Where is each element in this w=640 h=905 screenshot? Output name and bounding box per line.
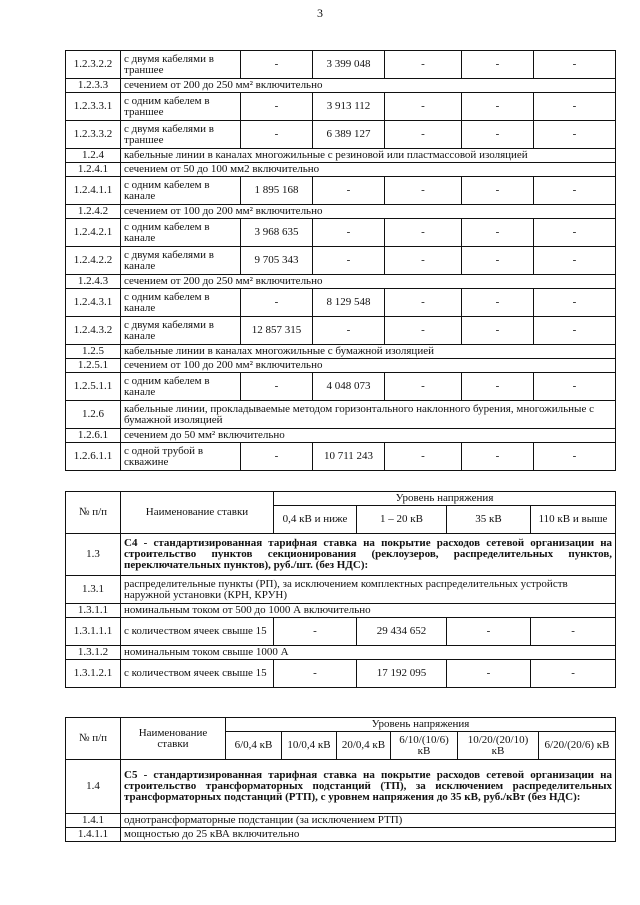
table-row	[66, 576, 616, 604]
rate-value: 10 711 243	[313, 443, 385, 471]
row-description: сечением до 50 мм² включительно	[121, 429, 616, 443]
row-code: 1.2.4.3	[66, 275, 121, 289]
table-row	[66, 429, 616, 443]
row-description: кабельные линии, прокладываемые методом горизонтального наклонного бурения, многожильные с бумажной изоляцией	[121, 401, 616, 429]
row-code: 1.2.4.1.1	[66, 177, 121, 205]
rate-value: -	[462, 289, 534, 317]
rate-value: -	[534, 247, 616, 275]
row-name: с двумя кабелями в канале	[121, 247, 241, 275]
rate-value: -	[385, 93, 462, 121]
header-voltage: 1 – 20 кВ	[357, 506, 447, 534]
table-row	[66, 646, 616, 660]
rate-value: -	[241, 93, 313, 121]
row-code: 1.2.3.2.2	[66, 51, 121, 79]
rate-value: -	[462, 93, 534, 121]
row-code: 1.2.6.1	[66, 429, 121, 443]
row-code: 1.2.3.3	[66, 79, 121, 93]
rate-value: 8 129 548	[313, 289, 385, 317]
table-row	[66, 401, 616, 429]
table-row	[66, 760, 616, 814]
row-code: 1.2.5.1.1	[66, 373, 121, 401]
row-description: распределительные пункты (РП), за исключением комплектных распределительных устройств наружной установки (КРН, КРУН)	[121, 576, 616, 604]
rate-value: 29 434 652	[357, 618, 447, 646]
rate-value: 3 399 048	[313, 51, 385, 79]
rate-value: -	[534, 443, 616, 471]
rate-value: -	[534, 121, 616, 149]
table-row	[66, 660, 616, 688]
row-name: с одним кабелем в траншее	[121, 93, 241, 121]
header-rate-name: Наименование ставки	[121, 492, 274, 534]
table-row	[66, 814, 616, 828]
row-description: сечением от 50 до 100 мм2 включительно	[121, 163, 616, 177]
header-number: № п/п	[66, 718, 121, 760]
table-row	[66, 345, 616, 359]
rate-value: -	[385, 247, 462, 275]
table-row	[66, 443, 616, 471]
rate-value: -	[241, 443, 313, 471]
rate-value: 1 895 168	[241, 177, 313, 205]
row-name: с количеством ячеек свыше 15	[121, 618, 274, 646]
rate-value: -	[274, 618, 357, 646]
row-code: 1.3.1.1	[66, 604, 121, 618]
header-rate-name: Наименование ставки	[121, 718, 226, 760]
row-code: 1.3.1.2.1	[66, 660, 121, 688]
rate-value: -	[313, 219, 385, 247]
rate-value: -	[241, 51, 313, 79]
table-row	[66, 275, 616, 289]
rate-value: 3 968 635	[241, 219, 313, 247]
row-code: 1.2.3.3.1	[66, 93, 121, 121]
table-row	[66, 828, 616, 842]
row-description: кабельные линии в каналах многожильные с бумажной изоляцией	[121, 345, 616, 359]
table-row	[66, 373, 616, 401]
table-row	[66, 359, 616, 373]
row-code: 1.3.1.2	[66, 646, 121, 660]
row-description: номинальным током свыше 1000 А	[121, 646, 616, 660]
table-row	[66, 247, 616, 275]
rate-value: -	[462, 51, 534, 79]
rate-value: -	[462, 373, 534, 401]
row-description: номинальным током от 500 до 1000 А включительно	[121, 604, 616, 618]
rate-value: -	[385, 289, 462, 317]
row-code: 1.2.4.2.1	[66, 219, 121, 247]
rate-value: -	[313, 177, 385, 205]
row-name: с количеством ячеек свыше 15	[121, 660, 274, 688]
table-row	[66, 618, 616, 646]
rate-value: 12 857 315	[241, 317, 313, 345]
header-voltage: 10/0,4 кВ	[282, 732, 337, 760]
rate-value: -	[534, 289, 616, 317]
row-code: 1.3.1	[66, 576, 121, 604]
row-name: с двумя кабелями в канале	[121, 317, 241, 345]
rate-value: -	[385, 443, 462, 471]
row-code: 1.3	[66, 534, 121, 576]
rate-value: -	[531, 660, 616, 688]
row-code: 1.2.3.3.2	[66, 121, 121, 149]
rate-value: -	[462, 443, 534, 471]
rate-value: -	[534, 177, 616, 205]
row-description: сечением от 100 до 200 мм² включительно	[121, 205, 616, 219]
rate-value: -	[534, 51, 616, 79]
rate-value: -	[531, 618, 616, 646]
row-name: с одной трубой в скважине	[121, 443, 241, 471]
header-voltage-level: Уровень напряжения	[274, 492, 616, 506]
rate-value: -	[385, 219, 462, 247]
header-voltage: 110 кВ и выше	[531, 506, 616, 534]
row-code: 1.2.4.3.2	[66, 317, 121, 345]
row-code: 1.4	[66, 760, 121, 814]
row-code: 1.2.4.1	[66, 163, 121, 177]
row-name: с одним кабелем в канале	[121, 289, 241, 317]
rate-value: -	[274, 660, 357, 688]
row-name: с двумя кабелями в траншее	[121, 121, 241, 149]
rate-value: -	[462, 317, 534, 345]
rate-value: 17 192 095	[357, 660, 447, 688]
tariff-table-c4	[65, 491, 616, 688]
row-description: сечением от 100 до 200 мм² включительно	[121, 359, 616, 373]
rate-value: 9 705 343	[241, 247, 313, 275]
row-description: С5 - стандартизированная тарифная ставка на покрытие расходов сетевой организации на строительство трансформаторных подстанций (ТП), за исключением распределительных трансформаторных подстанций (РТП), с уровнем напряжения до 35 кВ, руб./кВт (без НДС):	[121, 760, 616, 814]
row-code: 1.3.1.1.1	[66, 618, 121, 646]
rate-value: -	[385, 373, 462, 401]
rate-value: -	[241, 373, 313, 401]
table-row	[66, 205, 616, 219]
table-row	[66, 534, 616, 576]
page-number: 3	[317, 6, 323, 20]
tariff-table-cable-lines	[65, 50, 616, 471]
rate-value: -	[313, 247, 385, 275]
rate-value: -	[534, 93, 616, 121]
row-code: 1.2.4.2	[66, 205, 121, 219]
table-row	[66, 121, 616, 149]
header-voltage: 20/0,4 кВ	[337, 732, 391, 760]
rate-value: -	[385, 51, 462, 79]
rate-value: -	[462, 247, 534, 275]
rate-value: -	[447, 660, 531, 688]
rate-value: -	[385, 121, 462, 149]
row-code: 1.4.1.1	[66, 828, 121, 842]
rate-value: 3 913 112	[313, 93, 385, 121]
rate-value: -	[313, 317, 385, 345]
table-row	[66, 177, 616, 205]
header-voltage: 6/10/(10/6) кВ	[391, 732, 458, 760]
rate-value: -	[241, 289, 313, 317]
rate-value: -	[534, 219, 616, 247]
table-row	[66, 317, 616, 345]
row-description: сечением от 200 до 250 мм² включительно	[121, 79, 616, 93]
row-description: С4 - стандартизированная тарифная ставка на покрытие расходов сетевой организации на строительство пунктов секционирования (реклоузеров, распределительных пунктов, переключательных пунктов), руб./шт. (без НДС):	[121, 534, 616, 576]
row-code: 1.2.5.1	[66, 359, 121, 373]
table-row	[66, 163, 616, 177]
header-voltage: 0,4 кВ и ниже	[274, 506, 357, 534]
rate-value: -	[241, 121, 313, 149]
table-row	[66, 51, 616, 79]
table-row	[66, 79, 616, 93]
row-description: однотрансформаторные подстанции (за исключением РТП)	[121, 814, 616, 828]
tariff-table-c5	[65, 717, 616, 842]
rate-value: -	[447, 618, 531, 646]
row-name: с одним кабелем в канале	[121, 373, 241, 401]
table-row	[66, 219, 616, 247]
rate-value: -	[462, 219, 534, 247]
row-code: 1.2.4.3.1	[66, 289, 121, 317]
header-voltage: 6/20/(20/6) кВ	[539, 732, 616, 760]
table-row	[66, 149, 616, 163]
row-code: 1.2.6	[66, 401, 121, 429]
header-voltage: 6/0,4 кВ	[226, 732, 282, 760]
rate-value: -	[534, 373, 616, 401]
row-code: 1.2.4	[66, 149, 121, 163]
header-voltage-level: Уровень напряжения	[226, 718, 616, 732]
header-voltage: 35 кВ	[447, 506, 531, 534]
row-description: кабельные линии в каналах многожильные с резиновой или пластмассовой изоляцией	[121, 149, 616, 163]
row-code: 1.2.6.1.1	[66, 443, 121, 471]
rate-value: 6 389 127	[313, 121, 385, 149]
row-name: с двумя кабелями в траншее	[121, 51, 241, 79]
row-code: 1.2.4.2.2	[66, 247, 121, 275]
header-number: № п/п	[66, 492, 121, 534]
table-row	[66, 289, 616, 317]
row-name: с одним кабелем в канале	[121, 177, 241, 205]
rate-value: -	[385, 177, 462, 205]
rate-value: -	[462, 121, 534, 149]
rate-value: 4 048 073	[313, 373, 385, 401]
rate-value: -	[534, 317, 616, 345]
table-row	[66, 93, 616, 121]
row-description: сечением от 200 до 250 мм² включительно	[121, 275, 616, 289]
row-description: мощностью до 25 кВА включительно	[121, 828, 616, 842]
table-row	[66, 604, 616, 618]
header-voltage: 10/20/(20/10) кВ	[458, 732, 539, 760]
row-code: 1.2.5	[66, 345, 121, 359]
row-code: 1.4.1	[66, 814, 121, 828]
rate-value: -	[462, 177, 534, 205]
rate-value: -	[385, 317, 462, 345]
row-name: с одним кабелем в канале	[121, 219, 241, 247]
